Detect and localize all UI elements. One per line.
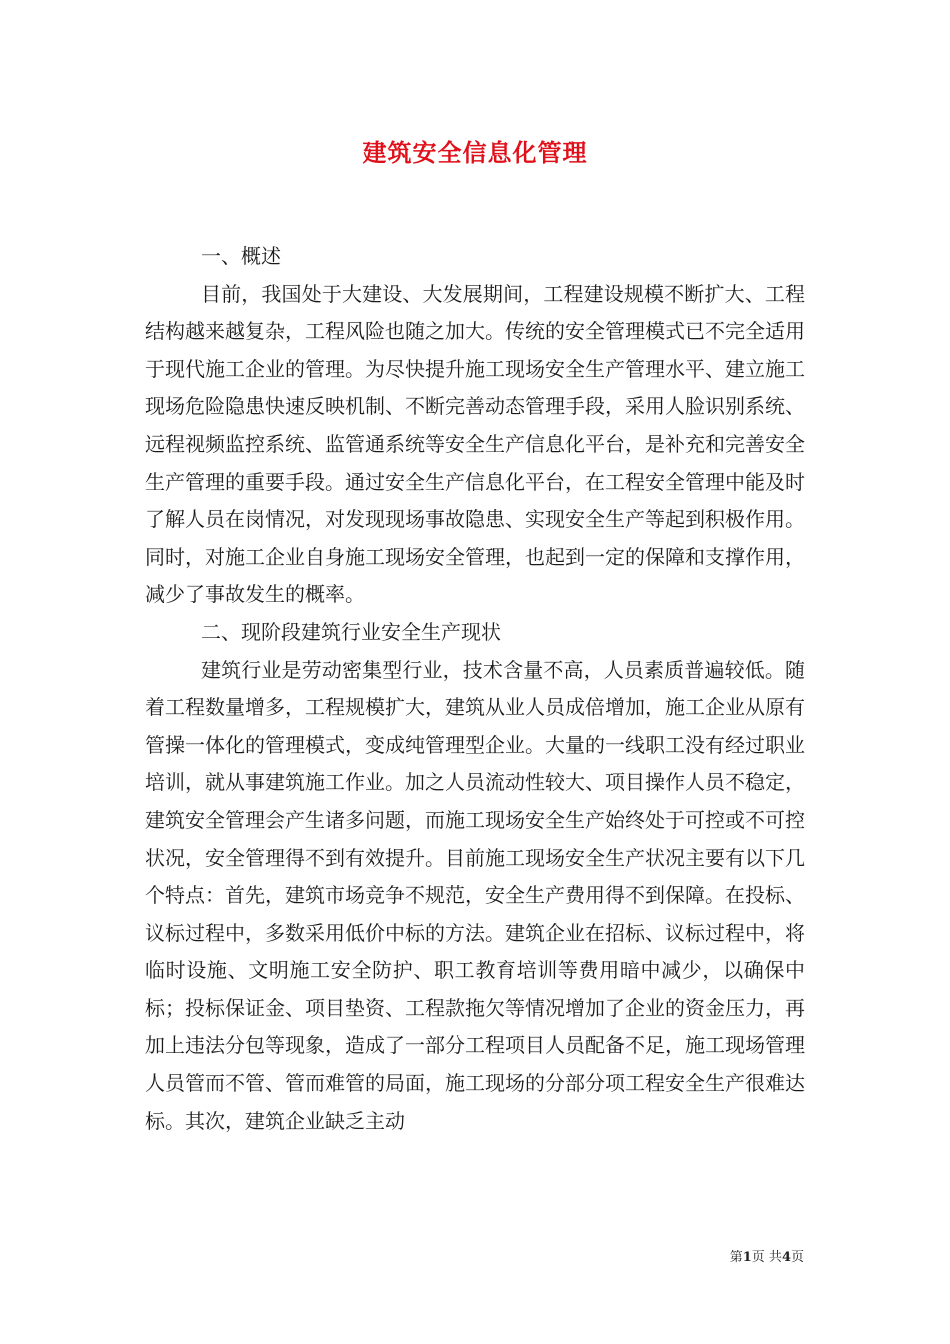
page-footer bbox=[730, 1246, 804, 1265]
current-page-number: 1 bbox=[742, 1250, 752, 1265]
footer-suffix: 页 bbox=[790, 1250, 804, 1265]
footer-middle: 页 共 bbox=[751, 1250, 782, 1265]
paragraph-current-status: 建筑行业是劳动密集型行业，技术含量不高，人员素质普遍较低。随着工程数量增多，工程规模扩大，建筑从业人员成倍增加，施工企业从原有管操一体化的管理模式，变成纯管理型企业。大量的一线职工没有经过职业培训，就从事建筑施工作业。加之人员流动性较大、项目操作人员不稳定，建筑安全管理会产生诸多问题，而施工现场安全生产始终处于可控或不可控状况，安全管理得不到有效提升。目前施工现场安全生产状况主要有以下几个特点：首先，建筑市场竞争不规范，安全生产费用得不到保障。在投标、议标过程中，多数采用低价中标的方法。建筑企业在招标、议标过程中，将临时设施、文明施工安全防护、职工教育培训等费用暗中减少，以确保中标；投标保证金、项目垫资、工程款拖欠等情况增加了企业的资金压力，再加上违法分包等现象，造成了一部分工程项目人员配备不足，施工现场管理人员管而不管、管而难管的局面，施工现场的分部分项工程安全生产很难达标。其次，建筑企业缺乏主动 bbox=[145, 657, 805, 1133]
footer-prefix: 第 bbox=[729, 1250, 743, 1265]
section-heading-overview: 一、概述 bbox=[201, 244, 281, 268]
document-body bbox=[145, 238, 805, 1140]
section-heading-current-status: 二、现阶段建筑行业安全生产现状 bbox=[201, 619, 501, 644]
document-title: 建筑安全信息化管理 bbox=[362, 138, 588, 167]
total-page-count: 4 bbox=[781, 1250, 791, 1265]
paragraph-overview: 目前，我国处于大建设、大发展期间，工程建设规模不断扩大、工程结构越来越复杂，工程风险也随之加大。传统的安全管理模式已不完全适用于现代施工企业的管理。为尽快提升施工现场安全生产管理水平、建立施工现场危险隐患快速反映机制、不断完善动态管理手段，采用人脸识别系统、远程视频监控系统、监管通系统等安全生产信息化平台，是补充和完善安全生产管理的重要手段。通过安全生产信息化平台，在工程安全管理中能及时了解人员在岗情况，对发现现场事故隐患、实现安全生产等起到积极作用。同时，对施工企业自身施工现场安全管理，也起到一定的保障和支撑作用，减少了事故发生的概率。 bbox=[145, 281, 805, 607]
